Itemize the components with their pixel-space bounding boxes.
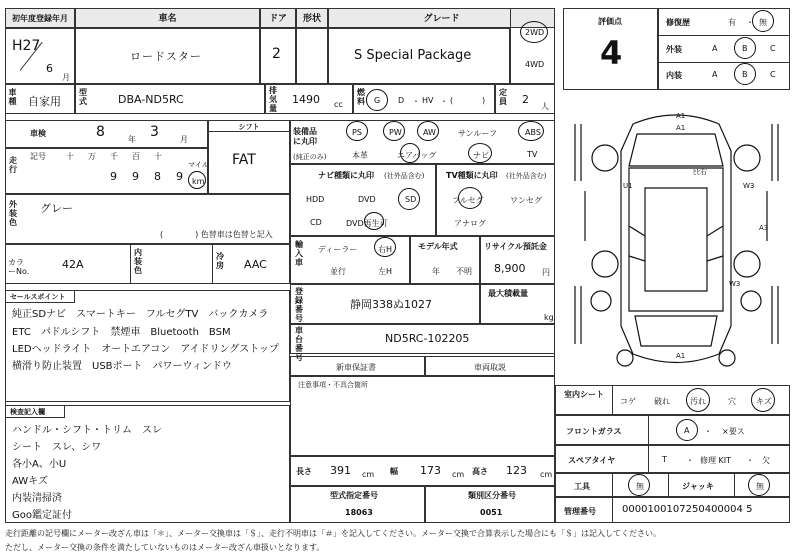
spec-number: 18063 xyxy=(345,508,373,517)
seat-stain-circle xyxy=(686,388,710,412)
reg-year-header: 初年度登録年月 xyxy=(5,8,75,28)
shift-value: FAT xyxy=(232,152,256,168)
fuel-g: G xyxy=(374,96,381,105)
shape-cell xyxy=(296,28,328,84)
mark-hi-right: ﾋﾋ右 xyxy=(693,168,707,176)
reg-era: H27 xyxy=(12,38,41,54)
tv-oneseg: ワンセグ xyxy=(510,196,542,205)
exterior-a: A xyxy=(712,44,718,53)
inspector-label: 検査記入欄 xyxy=(5,405,65,418)
seat-stain: 汚れ xyxy=(690,397,706,406)
color-code-value: 42A xyxy=(62,258,84,271)
repair-dot: ・ xyxy=(746,18,754,27)
equip-aw-circle xyxy=(417,121,439,141)
doors: 2 xyxy=(272,46,281,62)
sales-line-1: 純正SDナビ スマートキー フルセグTV バックカメラ xyxy=(12,309,269,320)
mileage-label: 走行 xyxy=(9,156,17,174)
recycle-label: リサイクル預託金 xyxy=(484,242,547,251)
mark-a1-bumper: A1 xyxy=(676,124,686,132)
tv-fullseg: フルセグ xyxy=(452,196,484,205)
ac-label: 冷房 xyxy=(216,252,224,270)
equip-navi: ナビ xyxy=(473,151,489,160)
color-value: グレー xyxy=(40,202,73,215)
equip-airbag-circle xyxy=(400,143,420,163)
spare-missing: 欠 xyxy=(762,456,770,465)
nav-dvd-play-circle xyxy=(364,212,384,230)
tv-note: (社外品含む) xyxy=(506,172,547,180)
inspector-line-6: Goo鑑定証付 xyxy=(12,510,72,521)
interior-b: B xyxy=(742,70,748,79)
use-value: 自家用 xyxy=(28,95,61,108)
tv-label: TV種類に丸印 xyxy=(446,171,498,180)
mileage-km: km xyxy=(192,177,205,186)
model-year-year: 年 xyxy=(432,267,440,276)
interior-color-label: 内装色 xyxy=(134,248,142,275)
repair-label: 修復歴 xyxy=(666,18,690,27)
nav-dvd: DVD xyxy=(358,195,376,204)
shape-header: 形状 xyxy=(296,8,328,28)
model-year-unknown: 不明 xyxy=(456,267,472,276)
interior-a: A xyxy=(712,70,718,79)
mark-u1: U1 xyxy=(623,182,633,190)
nav-label: ナビ種類に丸印 xyxy=(318,171,374,180)
grade: S Special Package xyxy=(354,48,472,63)
drive-2wd: 2WD xyxy=(525,28,545,37)
car-name: ロードスター xyxy=(130,50,202,63)
chassis-label: 車台番号 xyxy=(295,326,303,362)
displacement-label: 排気量 xyxy=(269,86,277,113)
inspection-year-unit: 年 xyxy=(128,135,136,144)
exterior-b: B xyxy=(742,44,748,53)
capacity-label: 定員 xyxy=(499,88,507,106)
displacement-value: 1490 xyxy=(292,93,320,106)
equip-ps-circle xyxy=(346,121,368,141)
import-dealer: ディーラー xyxy=(318,245,358,254)
dims-width-label: 幅 xyxy=(390,467,398,476)
fuel-g-circle xyxy=(366,89,388,111)
windshield-a: A xyxy=(684,426,690,435)
tv-analog: アナログ xyxy=(454,219,486,228)
mileage-digit-4: 9 xyxy=(176,170,183,183)
windshield-a-circle xyxy=(676,419,698,441)
equip-navi-circle xyxy=(468,143,492,163)
seat-label: 室内シート xyxy=(564,390,604,399)
drive-4wd: 4WD xyxy=(525,60,545,69)
windshield-dot: ・ xyxy=(704,427,712,436)
repair-no: 無 xyxy=(759,18,767,27)
equip-pw-circle xyxy=(383,121,405,141)
capacity-unit: 人 xyxy=(541,102,549,111)
dims-length: 391 xyxy=(330,464,351,477)
exterior-label: 外装 xyxy=(666,45,682,54)
seat-scorch: コゲ xyxy=(620,397,636,406)
mileage-digit-1: 9 xyxy=(110,170,117,183)
use-label: 車種 xyxy=(8,88,17,106)
nav-cd: CD xyxy=(310,218,322,227)
import-right: 右H xyxy=(378,245,393,254)
class-number: 0051 xyxy=(480,508,503,517)
fuel-paren-open: ( xyxy=(450,96,454,105)
nav-note: (社外品含む) xyxy=(384,172,425,180)
registration-value: 静岡338ぬ1027 xyxy=(350,298,432,311)
equip-leather: 本革 xyxy=(352,151,368,160)
equip-ps: PS xyxy=(352,128,362,137)
mark-a1-rear: A1 xyxy=(676,352,686,360)
jack-none: 無 xyxy=(756,482,764,491)
displacement-unit: cc xyxy=(334,100,343,109)
interior-label: 内装 xyxy=(666,71,682,80)
max-load-unit: kg xyxy=(544,313,554,322)
max-load-label: 最大積載量 xyxy=(488,289,528,298)
inspection-month-unit: 月 xyxy=(180,135,188,144)
score-value: 4 xyxy=(600,34,623,72)
mark-w3-rear: W3 xyxy=(729,280,741,288)
inspector-line-3: 各小A、小U xyxy=(12,459,67,470)
equipment-note: (純正のみ) xyxy=(293,153,327,161)
drive-2wd-circle xyxy=(520,21,548,43)
tools-none-circle xyxy=(628,474,650,496)
mileage-mile-label: マイル xyxy=(188,161,209,169)
fuel-dot2: ・ xyxy=(440,97,448,106)
door-header: ドア xyxy=(260,8,296,28)
equip-abs-circle xyxy=(518,121,544,141)
car-name-header: 車名 xyxy=(75,8,260,28)
mileage-mark-label: 記号 xyxy=(30,152,46,161)
grade-header: グレード xyxy=(328,8,555,28)
seat-scratch-circle xyxy=(751,388,775,412)
car-diagram xyxy=(563,96,790,378)
fuel-paren-close: ) xyxy=(482,96,486,105)
sales-line-3: LEDヘッドライト オートエアコン アイドリングストップ xyxy=(12,344,279,355)
import-left: 左H xyxy=(378,267,393,276)
nav-hdd: HDD xyxy=(306,195,325,204)
mileage-digit-3: 8 xyxy=(154,170,161,183)
dims-width: 173 xyxy=(420,464,441,477)
nav-sd: SD xyxy=(405,195,417,204)
sales-line-2: ETC パドルシフト 禁煙車 Bluetooth BSM xyxy=(12,327,231,338)
model-label: 型式 xyxy=(79,88,87,106)
class-number-label: 類別区分番号 xyxy=(468,491,516,500)
fuel-hv: HV xyxy=(422,96,434,105)
warranty-manual: 車両取説 xyxy=(474,363,506,372)
dims-height: 123 xyxy=(506,464,527,477)
equip-tv: TV xyxy=(527,150,538,159)
color-code-label: カラーNo. xyxy=(8,258,30,276)
inspection-month: 3 xyxy=(150,124,159,140)
jack-label: ジャッキ xyxy=(682,482,714,491)
fuel-label: 燃料 xyxy=(357,88,365,106)
windshield-replace: ×要ス xyxy=(722,427,745,436)
repair-yes: 有 xyxy=(728,18,736,27)
mileage-km-circle xyxy=(188,171,206,189)
import-right-circle xyxy=(374,237,396,257)
inspector-line-4: AWキズ xyxy=(12,476,48,487)
spare-dot2: ・ xyxy=(746,456,754,465)
equip-airbag: エアバッグ xyxy=(397,151,437,160)
seat-scratch: キズ xyxy=(756,397,772,406)
import-label: 輸入車 xyxy=(295,240,303,267)
seat-tear: 破れ xyxy=(654,397,670,406)
dims-height-unit: cm xyxy=(540,470,553,479)
equip-aw: AW xyxy=(423,128,436,137)
inspector-line-2: シート スレ、シワ xyxy=(12,442,102,453)
inspection-label: 車検 xyxy=(30,129,46,138)
registration-label: 登録番号 xyxy=(295,287,303,323)
recycle-value: 8,900 xyxy=(494,262,526,275)
mileage-digit-label-5: 十 xyxy=(154,152,162,161)
tv-fullseg-circle xyxy=(458,187,482,209)
exterior-c: C xyxy=(770,44,776,53)
nav-dvd-play: DVD再生可 xyxy=(346,219,388,228)
mgmt-label: 管理番号 xyxy=(564,507,596,516)
dims-length-label: 長さ xyxy=(296,467,312,476)
sales-line-4: 横滑り防止装置 USBポート パワーウィンドウ xyxy=(12,361,232,372)
windshield-label: フロントガラス xyxy=(566,427,622,436)
equip-sunroof: サンルーフ xyxy=(458,129,497,138)
reg-month: 6 xyxy=(46,62,53,75)
mark-a1-top: A1 xyxy=(676,112,686,120)
spec-number-label: 型式指定番号 xyxy=(330,491,378,500)
footer-line-1: 走行距離の記号欄にメーター改ざん車は「＊」、メーター交換車は「＄」、走行不明車は「＃」を記入してください。メーター交換で合算表示した場合にも「＄」は記入してください。 xyxy=(5,529,661,538)
spare-dot1: ・ xyxy=(686,456,694,465)
notes-label: 注意事項・不具合箇所 xyxy=(298,381,368,389)
mileage-digit-2: 9 xyxy=(132,170,139,183)
fuel-dot1: ・ xyxy=(412,97,420,106)
mileage-digit-label-4: 百 xyxy=(132,152,140,161)
ac-value: AAC xyxy=(244,258,267,271)
interior-b-circle xyxy=(734,63,756,85)
equip-pw: PW xyxy=(389,128,402,137)
shift-label: シフト xyxy=(208,120,290,132)
footer-line-2: ただし、メーター交換の条件を満たしていないものはメーター改ざん車扱いとなります。 xyxy=(5,543,325,552)
mileage-digit-label-3: 千 xyxy=(110,152,118,161)
reg-month-unit: 月 xyxy=(62,73,70,82)
equipment-label: 装備品に丸印 xyxy=(293,127,317,146)
import-parallel: 並行 xyxy=(330,267,346,276)
exterior-b-circle xyxy=(734,37,756,59)
tools-none: 無 xyxy=(636,482,644,491)
model-value: DBA-ND5RC xyxy=(118,93,184,106)
mileage-digit-label-2: 万 xyxy=(88,152,96,161)
inspection-year: 8 xyxy=(96,124,105,140)
recycle-unit: 円 xyxy=(542,268,550,277)
spare-label: スペアタイヤ xyxy=(568,456,616,465)
dims-height-label: 高さ xyxy=(472,467,488,476)
warranty-new: 新車保証書 xyxy=(336,363,376,372)
mark-a3: A3 xyxy=(759,224,769,232)
nav-sd-circle xyxy=(398,188,420,210)
capacity-value: 2 xyxy=(522,93,529,106)
dims-length-unit: cm xyxy=(362,470,375,479)
score-label: 評価点 xyxy=(598,17,622,26)
equip-abs: ABS xyxy=(525,128,541,137)
dims-width-unit: cm xyxy=(452,470,465,479)
color-note: ( ) 色替車は色替と記入 xyxy=(160,230,273,239)
jack-none-circle xyxy=(748,474,770,496)
tools-label: 工具 xyxy=(574,482,590,491)
mgmt-value: 0000100107250400004 5 xyxy=(622,504,753,515)
drive-cell xyxy=(510,8,555,84)
sales-label: セールスポイント xyxy=(5,290,75,303)
model-year-label: モデル年式 xyxy=(418,242,458,251)
interior-c: C xyxy=(770,70,776,79)
color-label: 外装色 xyxy=(9,200,17,227)
inspector-line-1: ハンドル・シフト・トリム スレ xyxy=(12,425,162,436)
inspector-line-5: 内装清掃済 xyxy=(12,493,62,504)
spare-t: T xyxy=(662,455,667,464)
spare-kit: 修理 KIT xyxy=(700,456,732,465)
fuel-d: D xyxy=(398,96,405,105)
chassis-value: ND5RC-102205 xyxy=(385,332,470,345)
repair-no-circle xyxy=(752,10,774,32)
seat-hole: 穴 xyxy=(728,397,736,406)
mileage-digit-label-1: 十 xyxy=(66,152,74,161)
mark-w3-right: W3 xyxy=(743,182,755,190)
